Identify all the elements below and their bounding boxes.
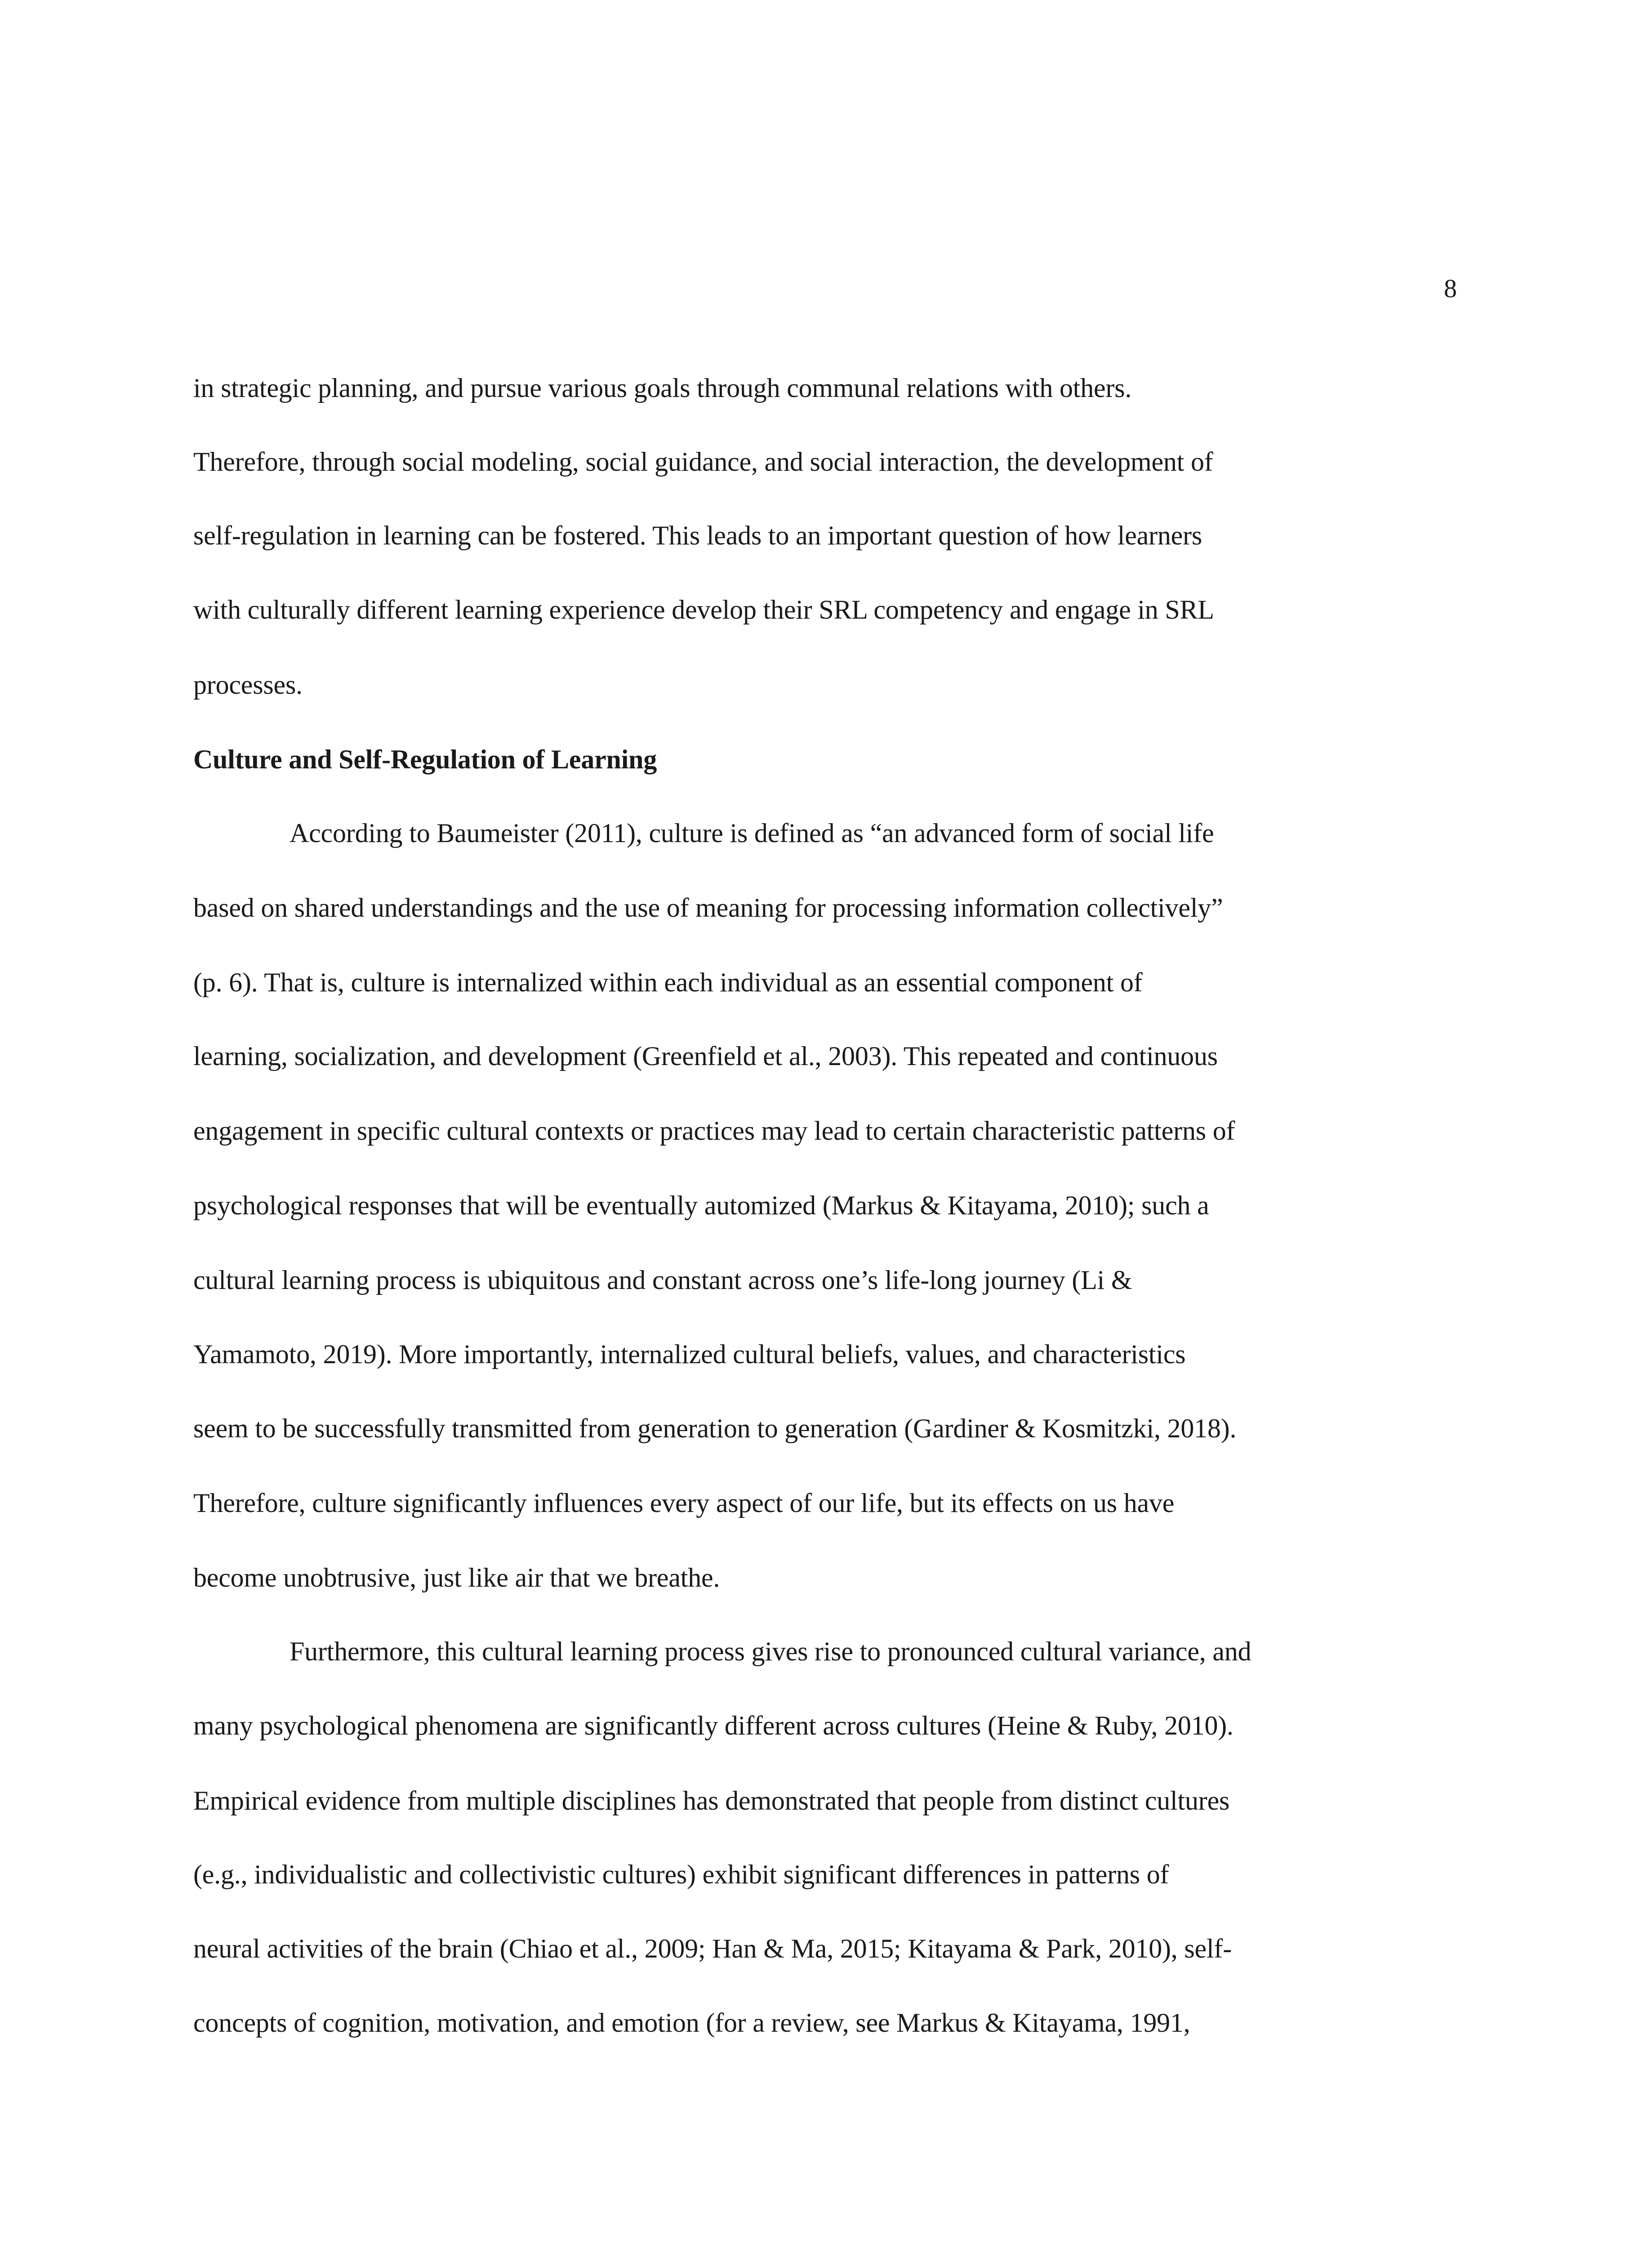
text-line: many psychological phenomena are significantly different across cultures (Heine & Ruby, 2010).: [193, 1711, 1233, 1740]
text-line: Empirical evidence from multiple disciplines has demonstrated that people from distinct cultures: [193, 1786, 1230, 1815]
text-line: (p. 6). That is, culture is internalized within each individual as an essential component of: [193, 968, 1143, 997]
page-number: 8: [1444, 274, 1457, 303]
text-line: become unobtrusive, just like air that we breathe.: [193, 1563, 720, 1592]
text-line: learning, socialization, and development (Greenfield et al., 2003). This repeated and continuous: [193, 1041, 1218, 1071]
text-line: seem to be successfully transmitted from generation to generation (Gardiner & Kosmitzki, 2018).: [193, 1414, 1237, 1443]
text-line: Therefore, through social modeling, social guidance, and social interaction, the development of: [193, 447, 1213, 477]
text-line: (e.g., individualistic and collectivistic cultures) exhibit significant differences in patterns of: [193, 1860, 1169, 1889]
text-line: Therefore, culture significantly influences every aspect of our life, but its effects on us have: [193, 1488, 1175, 1518]
text-line: According to Baumeister (2011), culture is defined as “an advanced form of social life: [289, 818, 1214, 848]
text-line: psychological responses that will be eventually automized (Markus & Kitayama, 2010); such a: [193, 1191, 1209, 1220]
text-line: self-regulation in learning can be fostered. This leads to an important question of how learners: [193, 521, 1202, 550]
text-line: with culturally different learning experience develop their SRL competency and engage in SRL: [193, 595, 1214, 624]
text-line: engagement in specific cultural contexts or practices may lead to certain characteristic patterns of: [193, 1116, 1235, 1146]
text-line: based on shared understandings and the use of meaning for processing information collectively”: [193, 893, 1223, 923]
text-line: processes.: [193, 670, 303, 700]
text-line: Yamamoto, 2019). More importantly, internalized cultural beliefs, values, and characteristics: [193, 1339, 1186, 1369]
text-line: in strategic planning, and pursue various goals through communal relations with others.: [193, 373, 1132, 403]
section-heading: Culture and Self-Regulation of Learning: [193, 745, 657, 774]
text-line: concepts of cognition, motivation, and emotion (for a review, see Markus & Kitayama, 1991,: [193, 2008, 1190, 2038]
text-line: cultural learning process is ubiquitous and constant across one’s life-long journey (Li &: [193, 1265, 1132, 1295]
text-line: neural activities of the brain (Chiao et al., 2009; Han & Ma, 2015; Kitayama & Park, 2010), self-: [193, 1934, 1232, 1963]
text-line: Furthermore, this cultural learning process gives rise to pronounced cultural variance, and: [289, 1637, 1251, 1666]
